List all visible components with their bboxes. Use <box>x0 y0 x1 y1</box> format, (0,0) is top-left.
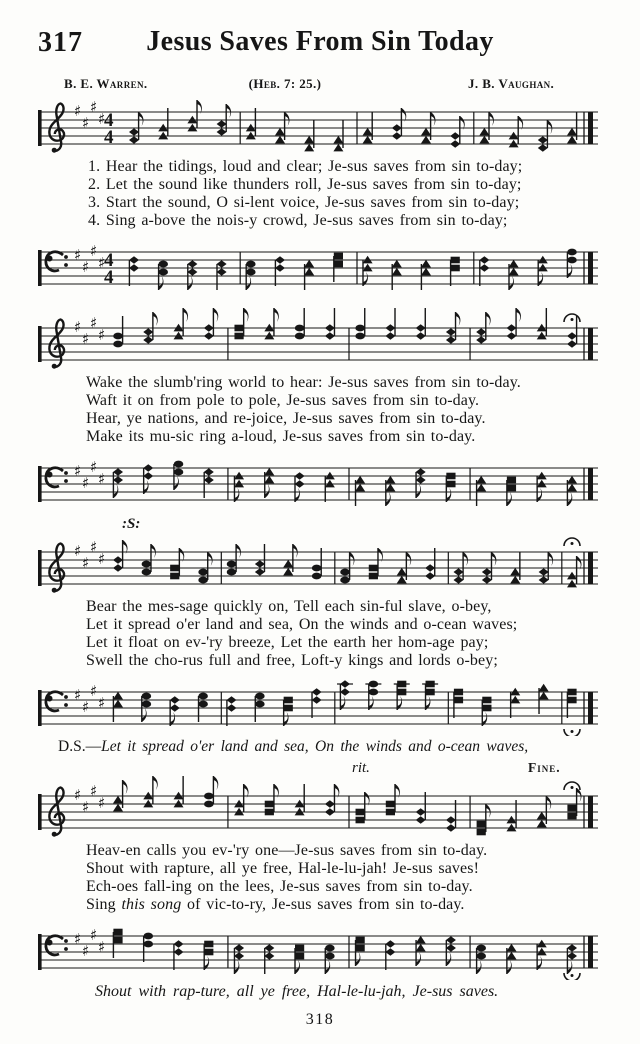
svg-text:♯: ♯ <box>98 110 106 128</box>
segno-marking: :S: <box>122 516 141 532</box>
svg-text:♯: ♯ <box>74 542 82 560</box>
ds-label: D.S.— <box>58 738 102 755</box>
repeat-lyric-text: Shout with rap-ture, all ye free, Hal-le-lu-jah, Je-sus saves. <box>95 983 499 1000</box>
svg-text:♯: ♯ <box>90 538 98 556</box>
lyric-line: Ech-oes fall-ing on the lees, Je-sus saves from sin to-day. <box>86 878 473 895</box>
svg-text:4: 4 <box>104 127 114 148</box>
ds-direction-line <box>0 738 640 758</box>
svg-text:♯: ♯ <box>74 102 82 120</box>
page-header <box>0 26 640 66</box>
lyric-line: 3. Start the sound, O si-lent voice, Je-sus saves from sin to-day; <box>88 194 520 211</box>
music-system-2 <box>0 308 640 512</box>
svg-text:♯: ♯ <box>82 698 90 716</box>
rit-marking: rit. <box>352 760 370 776</box>
treble-staff-3 <box>38 532 598 596</box>
svg-text:♯: ♯ <box>74 686 82 704</box>
svg-text:♯: ♯ <box>98 254 106 272</box>
svg-text:4: 4 <box>104 250 114 271</box>
lyric-line: Wake the slumb'ring world to hear: Je-sus saves from sin to-day. <box>86 374 521 391</box>
svg-text:♯: ♯ <box>82 258 90 276</box>
verse-block-1 <box>38 158 640 230</box>
repeat-lyric-line <box>0 983 640 1003</box>
lyric-line: Bear the mes-sage quickly on, Tell each sin-ful slave, o-bey, <box>86 598 492 615</box>
music-system-1 <box>0 92 640 296</box>
music-system-3 <box>0 532 640 736</box>
page-number: 318 <box>305 1011 335 1028</box>
svg-text:♯: ♯ <box>98 470 106 488</box>
svg-text:♯: ♯ <box>90 242 98 260</box>
verse-block-3 <box>38 598 640 670</box>
bass-staff-4 <box>38 916 598 980</box>
composer-credit: J. B. Vaughan. <box>468 76 555 91</box>
lyric-line: Heav-en calls you ev-'ry one—Je-sus saves from sin to-day. <box>86 842 488 859</box>
svg-text:♯: ♯ <box>90 458 98 476</box>
lyric-line: Hear, ye nations, and re-joice, Je-sus saves from sin to-day. <box>86 410 486 427</box>
svg-text:♯: ♯ <box>74 246 82 264</box>
lyric-segment-italic: this song <box>121 896 182 913</box>
svg-text:♯: ♯ <box>98 794 106 812</box>
svg-text:♯: ♯ <box>98 694 106 712</box>
bass-staff-3 <box>38 672 598 736</box>
svg-text:4: 4 <box>104 110 114 131</box>
lyric-line: Make its mu-sic ring a-loud, Je-sus saves from sin to-day. <box>86 428 476 445</box>
lyric-line: Shout with rapture, all ye free, Hal-le-lu-jah! Je-sus saves! <box>86 860 479 877</box>
lyric-line: Waft it on from pole to pole, Je-sus saves from sin to-day. <box>86 392 480 409</box>
svg-text:♯: ♯ <box>74 786 82 804</box>
bass-staff-2 <box>38 448 598 512</box>
svg-text:♯: ♯ <box>90 98 98 116</box>
lyric-segment: of vic-to-ry, Je-sus saves from sin to-day. <box>181 896 465 913</box>
svg-text:4: 4 <box>104 267 114 288</box>
svg-text:♯: ♯ <box>74 318 82 336</box>
scripture-reference: (Heb. 7: 25.) <box>248 76 322 91</box>
lyric-line: Let it float on ev-'ry breeze, Let the earth her hom-age pay; <box>86 634 489 651</box>
svg-text:♯: ♯ <box>74 462 82 480</box>
verse-block-4 <box>38 842 640 914</box>
lyric-segment: Sing <box>86 896 122 913</box>
bass-staff-1 <box>38 232 598 296</box>
credits-row <box>0 76 640 92</box>
svg-text:♯: ♯ <box>90 314 98 332</box>
lyric-line: 2. Let the sound like thunders roll, Je-sus saves from sin to-day; <box>88 176 522 193</box>
treble-staff-1 <box>38 92 598 156</box>
lyricist-credit: B. E. Warren. <box>64 76 148 91</box>
page-footer <box>0 1011 640 1029</box>
treble-staff-2 <box>38 308 598 372</box>
tempo-markings-row <box>0 760 640 776</box>
hymn-number: 317 <box>38 27 83 58</box>
svg-text:♯: ♯ <box>90 926 98 944</box>
svg-text:♯: ♯ <box>82 474 90 492</box>
hymn-title: Jesus Saves From Sin Today <box>146 26 494 57</box>
svg-text:♯: ♯ <box>90 682 98 700</box>
treble-staff-4 <box>38 776 598 840</box>
svg-text:♯: ♯ <box>82 798 90 816</box>
fine-marking: Fine. <box>528 760 561 775</box>
svg-text:♯: ♯ <box>74 930 82 948</box>
lyric-line: 1. Hear the tidings, loud and clear; Je-sus saves from sin to-day; <box>88 158 523 175</box>
svg-text:♯: ♯ <box>90 782 98 800</box>
svg-text:♯: ♯ <box>82 554 90 572</box>
lyric-line: 4. Sing a-bove the nois-y crowd, Je-sus saves from sin to-day; <box>88 212 508 229</box>
verse-block-2 <box>38 374 640 446</box>
svg-text:♯: ♯ <box>82 330 90 348</box>
lyric-line <box>86 896 640 914</box>
music-system-4 <box>0 776 640 980</box>
ds-text: Let it spread o'er land and sea, On the winds and o-cean waves, <box>101 738 529 755</box>
svg-text:♯: ♯ <box>98 550 106 568</box>
svg-text:♯: ♯ <box>98 938 106 956</box>
svg-text:♯: ♯ <box>82 942 90 960</box>
svg-text:♯: ♯ <box>98 326 106 344</box>
lyric-line: Let it spread o'er land and sea, On the winds and o-cean waves; <box>86 616 518 633</box>
lyric-line: Swell the cho-rus full and free, Loft-y kings and lords o-bey; <box>86 652 498 669</box>
svg-text:♯: ♯ <box>82 114 90 132</box>
